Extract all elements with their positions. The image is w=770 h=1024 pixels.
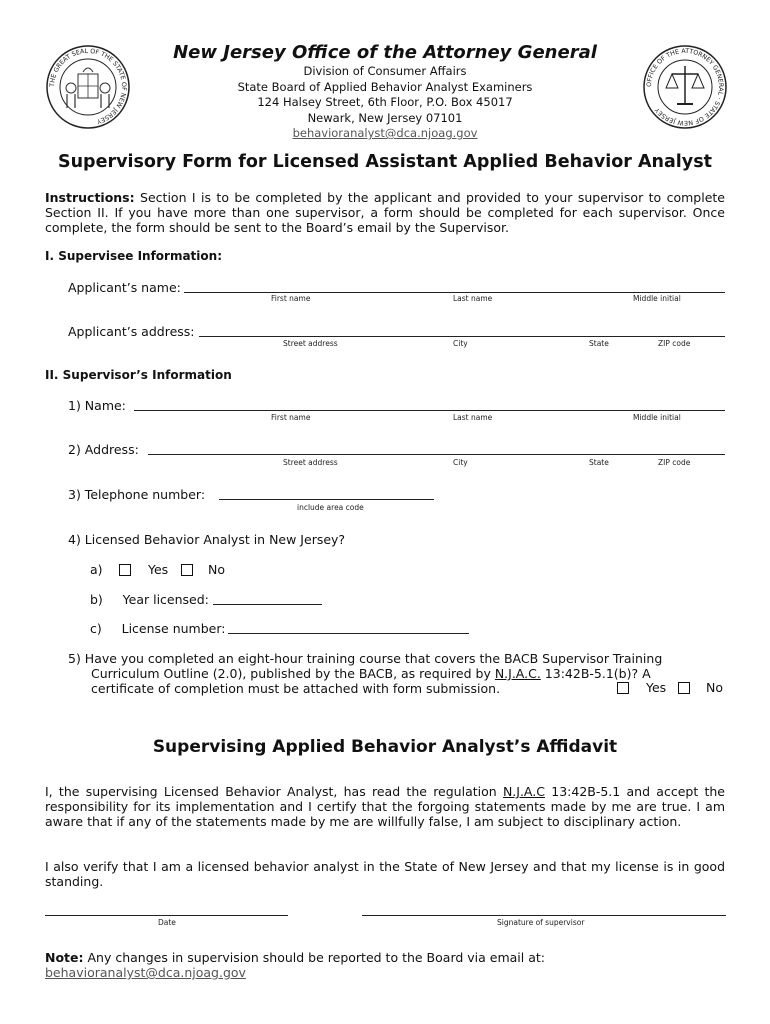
note-email-link[interactable]: behavioranalyst@dca.njoag.gov bbox=[45, 965, 246, 980]
license-number-field[interactable] bbox=[228, 633, 469, 634]
option-a-label: a) bbox=[90, 562, 103, 577]
instructions-label: Instructions: bbox=[45, 190, 135, 205]
field-sublabel: City bbox=[453, 458, 468, 467]
q5-line: 5) Have you completed an eight-hour training course that covers the BACB Supervisor Training bbox=[68, 651, 663, 666]
field-sublabel: include area code bbox=[297, 503, 364, 512]
seal-left-text: THE GREAT SEAL OF THE STATE OF NEW JERSEY bbox=[48, 47, 128, 125]
field-sublabel: State bbox=[589, 339, 609, 348]
note-label: Note: bbox=[45, 950, 84, 965]
affidavit-title: Supervising Applied Behavior Analyst’s Affidavit bbox=[152, 737, 618, 757]
field-sublabel: Middle initial bbox=[633, 413, 681, 422]
nj-state-seal bbox=[45, 44, 131, 130]
supervisor-address-label: 2) Address: bbox=[68, 442, 139, 457]
field-sublabel: ZIP code bbox=[658, 339, 691, 348]
telephone-label: 3) Telephone number: bbox=[68, 487, 206, 502]
header-line: Newark, New Jersey 07101 bbox=[307, 110, 463, 125]
field-sublabel: First name bbox=[271, 294, 311, 303]
seal-right-text: OFFICE OF THE ATTORNEY GENERAL · STATE OF NEW JERSEY bbox=[645, 47, 725, 127]
field-sublabel: Street address bbox=[283, 339, 338, 348]
question-5 bbox=[68, 651, 728, 696]
field-sublabel: City bbox=[453, 339, 468, 348]
field-sublabel: Middle initial bbox=[633, 294, 681, 303]
training-no-checkbox[interactable] bbox=[678, 682, 690, 694]
section-1-heading: I. Supervisee Information: bbox=[45, 249, 222, 263]
applicant-name-label: Applicant’s name: bbox=[68, 280, 181, 295]
field-sublabel: ZIP code bbox=[658, 458, 691, 467]
agency-title: New Jersey Office of the Attorney General bbox=[173, 42, 597, 63]
affidavit-paragraph-1: I, the supervising Licensed Behavior Analyst, has read the regulation N.J.A.C 13:42B-5.1 and accept the responsibility for its implementation and I certify that the forgoing statements made by me are true. I am aware that if any of the statements made by me are willfully false, I am subject to disciplinary action. bbox=[45, 784, 725, 829]
applicant-name-field[interactable] bbox=[184, 292, 725, 293]
affidavit-paragraph-2: I also verify that I am a licensed behavior analyst in the State of New Jersey and that my license is in good standing. bbox=[45, 859, 725, 889]
supervisor-address-field[interactable] bbox=[148, 454, 725, 455]
supervisor-name-label: 1) Name: bbox=[68, 398, 126, 413]
year-licensed-field[interactable] bbox=[213, 604, 322, 605]
applicant-address-label: Applicant’s address: bbox=[68, 324, 195, 339]
agency-address-block bbox=[170, 64, 600, 142]
header-line: Division of Consumer Affairs bbox=[303, 64, 467, 78]
signature-label: Signature of supervisor bbox=[497, 918, 585, 927]
q5-line: certificate of completion must be attached with form submission. bbox=[91, 681, 501, 696]
license-number-label: c) License number: bbox=[90, 621, 226, 636]
instructions bbox=[45, 190, 725, 235]
header-line: 124 Halsey Street, 6th Floor, P.O. Box 45017 bbox=[257, 95, 513, 109]
no-label: No bbox=[706, 680, 723, 695]
signature-field[interactable] bbox=[362, 915, 726, 916]
yes-label: Yes bbox=[148, 562, 169, 577]
field-sublabel: State bbox=[589, 458, 609, 467]
date-label: Date bbox=[158, 918, 176, 927]
header-line: State Board of Applied Behavior Analyst Examiners bbox=[237, 79, 533, 94]
field-sublabel: Last name bbox=[453, 294, 493, 303]
telephone-field[interactable] bbox=[219, 499, 434, 500]
field-sublabel: First name bbox=[271, 413, 311, 422]
date-field[interactable] bbox=[45, 915, 288, 916]
applicant-address-field[interactable] bbox=[199, 336, 725, 337]
field-sublabel: Last name bbox=[453, 413, 493, 422]
form-title: Supervisory Form for Licensed Assistant Applied Behavior Analyst bbox=[58, 152, 712, 172]
field-sublabel: Street address bbox=[283, 458, 338, 467]
attorney-general-seal bbox=[642, 44, 728, 130]
training-yes-checkbox[interactable] bbox=[617, 682, 629, 694]
year-licensed-label: b) Year licensed: bbox=[90, 592, 209, 607]
yes-label: Yes bbox=[646, 680, 667, 695]
instructions-text: Section I is to be completed by the applicant and provided to your supervisor to complete Section II. If you have more than one supervisor, a form should be completed for each supervisor. Once complete, the form should be sent to the Board’s email by the Supervisor. bbox=[45, 190, 725, 235]
licensed-no-checkbox[interactable] bbox=[181, 564, 193, 576]
licensed-question: 4) Licensed Behavior Analyst in New Jersey? bbox=[68, 532, 346, 547]
njac-reference: N.J.A.C. bbox=[494, 666, 541, 681]
supervisor-name-field[interactable] bbox=[134, 410, 725, 411]
section-2-heading: II. Supervisor’s Information bbox=[45, 368, 232, 382]
licensed-yes-checkbox[interactable] bbox=[119, 564, 131, 576]
header-email-link[interactable]: behavioranalyst@dca.njoag.gov bbox=[292, 126, 478, 140]
no-label: No bbox=[208, 562, 225, 577]
note: Note: Any changes in supervision should be reported to the Board via email at: behavioranalyst@dca.njoag.gov bbox=[45, 950, 545, 980]
q5-line: Curriculum Outline (2.0), published by the BACB, as required by N.J.A.C. 13:42B-5.1(b)? A bbox=[91, 666, 651, 681]
njac-reference: N.J.A.C bbox=[502, 784, 545, 799]
